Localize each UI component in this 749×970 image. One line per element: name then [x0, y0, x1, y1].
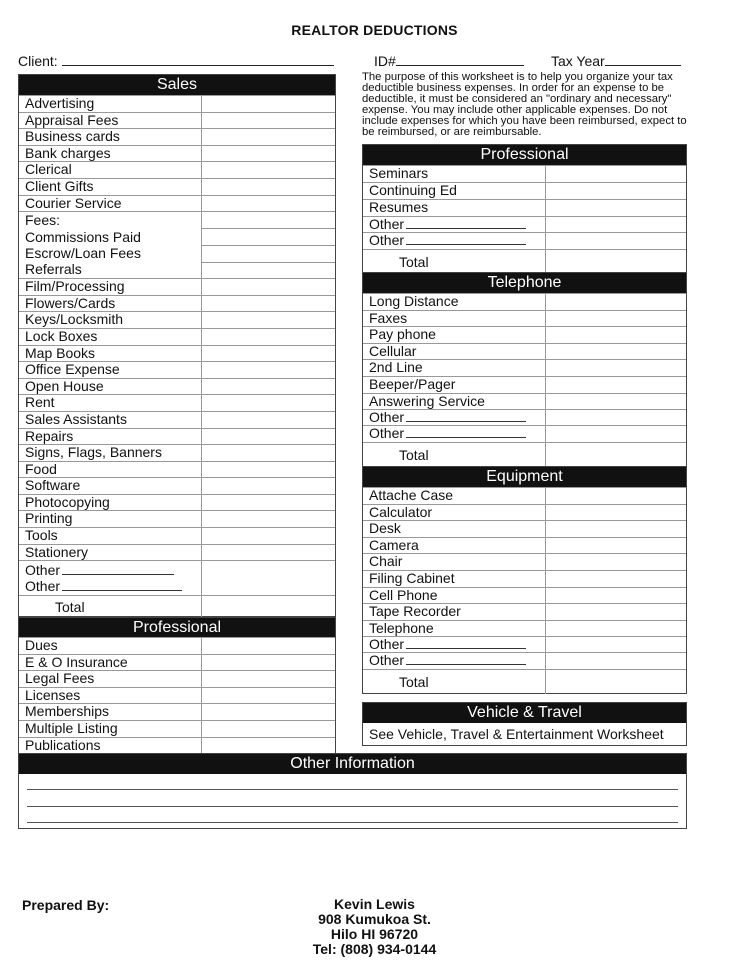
amount-cell[interactable] — [202, 379, 335, 395]
table-row[interactable] — [363, 620, 686, 637]
amount-cell[interactable] — [202, 196, 335, 212]
total-row[interactable] — [363, 442, 686, 466]
amount-cell[interactable] — [546, 588, 686, 604]
row-label: Clerical — [19, 162, 202, 178]
other-information-box[interactable] — [18, 753, 687, 829]
amount-cell[interactable] — [202, 688, 335, 704]
table-row[interactable] — [363, 570, 686, 587]
row-label: Long Distance — [363, 294, 546, 310]
amount-cell[interactable] — [202, 704, 335, 720]
amount-cell[interactable] — [546, 377, 686, 393]
table-row[interactable] — [19, 112, 335, 129]
table-row[interactable] — [19, 527, 335, 544]
table-row[interactable] — [19, 687, 335, 704]
table-row[interactable] — [19, 361, 335, 378]
other-label: Other — [369, 653, 405, 669]
sales-total-row[interactable] — [19, 595, 335, 618]
table-row[interactable] — [19, 461, 335, 478]
other-row[interactable] — [363, 425, 686, 442]
table-row[interactable] — [19, 510, 335, 527]
total-label: Total — [363, 250, 546, 273]
row-label: Flowers/Cards — [19, 296, 202, 312]
amount-cell[interactable] — [202, 162, 335, 178]
row-label: Faxes — [363, 311, 546, 327]
amount-cell[interactable] — [202, 721, 335, 737]
amount-cell[interactable] — [202, 528, 335, 544]
amount-cell[interactable] — [202, 146, 335, 162]
other-input-line[interactable] — [406, 410, 526, 422]
other-input-line[interactable] — [62, 579, 182, 591]
table-row[interactable] — [363, 553, 686, 570]
table-row[interactable] — [19, 278, 335, 295]
fees-row[interactable] — [19, 211, 335, 262]
table-row[interactable] — [19, 145, 335, 162]
amount-cell[interactable] — [546, 571, 686, 587]
purpose-text: The purpose of this worksheet is to help you organize your tax deductible business expenses. In order for an expense to be deductible, it must be considered an "ordinary and necessary" expense. You may include other applicable expenses. Do not include expenses for which you have been reimbursed, expect to be reimbursed, or are reimbursable. — [362, 71, 687, 138]
id-label: ID# — [374, 53, 396, 69]
table-row[interactable] — [19, 311, 335, 328]
other-row[interactable] — [363, 636, 686, 652]
other-input-line[interactable] — [406, 217, 526, 229]
table-row[interactable] — [363, 603, 686, 620]
row-label: Advertising — [19, 96, 202, 112]
tax-year-label: Tax Year — [551, 53, 605, 69]
row-label: Legal Fees — [19, 671, 202, 687]
row-label: Rent — [19, 395, 202, 411]
row-label: Tape Recorder — [363, 604, 546, 620]
row-label: Appraisal Fees — [19, 113, 202, 129]
fees-label: Fees: — [25, 212, 61, 229]
notes-line[interactable] — [27, 822, 678, 823]
table-row[interactable] — [19, 720, 335, 737]
row-label: Filing Cabinet — [363, 571, 546, 587]
row-label: Telephone — [363, 621, 546, 637]
notes-line[interactable] — [27, 806, 678, 807]
table-row[interactable] — [363, 326, 686, 343]
table-row[interactable] — [363, 520, 686, 537]
other-label: Other — [25, 562, 61, 579]
row-label: Seminars — [363, 166, 546, 182]
fees-item: Escrow/Loan Fees — [25, 245, 141, 262]
prepared-by-label: Prepared By: — [22, 897, 110, 913]
row-label: Continuing Ed — [363, 183, 546, 199]
row-label: Printing — [19, 511, 202, 527]
amount-cell[interactable] — [202, 329, 335, 345]
table-row[interactable] — [363, 537, 686, 554]
table-row[interactable] — [363, 182, 686, 199]
row-label: Keys/Locksmith — [19, 312, 202, 328]
professional-right-table — [362, 144, 687, 273]
amount-cell[interactable] — [202, 638, 335, 654]
row-label: Resumes — [363, 200, 546, 216]
row-label: Repairs — [19, 429, 202, 445]
row-label: Tools — [19, 528, 202, 544]
total-label: Total — [363, 670, 546, 694]
table-row[interactable] — [363, 359, 686, 376]
preparer-city: Hilo HI 96720 — [330, 926, 419, 942]
notes-line[interactable] — [27, 789, 678, 790]
row-label: Dues — [19, 638, 202, 654]
client-field[interactable] — [18, 52, 334, 69]
amount-cell[interactable] — [202, 312, 335, 328]
table-row[interactable] — [19, 328, 335, 345]
table-row[interactable] — [19, 654, 335, 671]
vehicle-travel-box — [362, 702, 687, 746]
sales-other-rows[interactable] — [19, 560, 335, 595]
equipment-header: Equipment — [363, 467, 686, 487]
amount-cell[interactable] — [546, 521, 686, 537]
table-row[interactable] — [19, 703, 335, 720]
amount-cell[interactable] — [546, 604, 686, 620]
row-label: Desk — [363, 521, 546, 537]
row-label: Sales Assistants — [19, 412, 202, 428]
amount-cell[interactable] — [546, 294, 686, 310]
amount-cell[interactable] — [202, 495, 335, 511]
table-row[interactable] — [19, 128, 335, 145]
row-label: Beeper/Pager — [363, 377, 546, 393]
table-row[interactable] — [19, 95, 335, 112]
amount-cell[interactable] — [202, 113, 335, 129]
amount-cell[interactable] — [546, 311, 686, 327]
table-row[interactable] — [363, 293, 686, 310]
amount-cell[interactable] — [546, 344, 686, 360]
preparer-name: Kevin Lewis — [334, 896, 415, 912]
row-label: Chair — [363, 554, 546, 570]
amount-cell[interactable] — [546, 183, 686, 199]
id-input-line[interactable] — [396, 52, 524, 66]
table-row[interactable] — [19, 544, 335, 561]
table-row[interactable] — [363, 393, 686, 410]
amount-cell[interactable] — [202, 346, 335, 362]
client-input-line[interactable] — [62, 52, 334, 66]
amount-cell[interactable] — [202, 412, 335, 428]
other-input-line[interactable] — [406, 653, 526, 665]
table-row[interactable] — [19, 195, 335, 212]
other-input-line[interactable] — [406, 637, 526, 649]
other-label: Other — [369, 637, 405, 653]
table-row[interactable] — [363, 310, 686, 327]
other-information-header: Other Information — [19, 754, 686, 774]
amount-cell[interactable] — [202, 478, 335, 494]
amount-cell[interactable] — [202, 429, 335, 445]
table-row[interactable] — [19, 477, 335, 494]
amount-cell[interactable] — [546, 488, 686, 504]
row-label: Publications — [19, 738, 202, 754]
row-label: Bank charges — [19, 146, 202, 162]
sales-row-label: Referrals — [19, 262, 202, 278]
row-label: Lock Boxes — [19, 329, 202, 345]
sales-row[interactable] — [19, 262, 335, 278]
amount-cell[interactable] — [202, 129, 335, 145]
row-label: Courier Service — [19, 196, 202, 212]
tax-year-input-line[interactable] — [605, 52, 681, 66]
amount-cell[interactable] — [546, 166, 686, 182]
amount-cell[interactable] — [202, 96, 335, 112]
table-row[interactable] — [363, 587, 686, 604]
table-row[interactable] — [19, 444, 335, 461]
amount-cell[interactable] — [202, 655, 335, 671]
row-label: Cell Phone — [363, 588, 546, 604]
row-label: Stationery — [19, 545, 202, 561]
sales-table — [18, 74, 336, 617]
row-label: Multiple Listing — [19, 721, 202, 737]
total-row[interactable] — [363, 669, 686, 694]
total-label: Total — [363, 443, 546, 466]
row-label: Cellular — [363, 344, 546, 360]
table-row[interactable] — [363, 487, 686, 504]
other-row[interactable] — [363, 652, 686, 669]
amount-cell[interactable] — [546, 200, 686, 216]
row-label: Licenses — [19, 688, 202, 704]
amount-cell[interactable] — [202, 462, 335, 478]
amount-cell[interactable] — [546, 360, 686, 376]
amount-cell[interactable] — [202, 445, 335, 461]
table-row[interactable] — [19, 161, 335, 178]
row-label: Memberships — [19, 704, 202, 720]
other-input-line[interactable] — [62, 563, 174, 575]
table-row[interactable] — [19, 295, 335, 312]
table-row[interactable] — [363, 199, 686, 216]
preparer-street: 908 Kumukoa St. — [318, 911, 431, 927]
table-row[interactable] — [19, 737, 335, 754]
table-row[interactable] — [19, 637, 335, 654]
total-row[interactable] — [363, 249, 686, 273]
amount-cell[interactable] — [546, 538, 686, 554]
table-row[interactable] — [363, 343, 686, 360]
id-field[interactable] — [374, 52, 524, 69]
table-row[interactable] — [19, 345, 335, 362]
amount-cell[interactable] — [202, 279, 335, 295]
other-label: Other — [25, 578, 61, 595]
row-label: Pay phone — [363, 327, 546, 343]
equipment-table — [362, 466, 687, 694]
amount-cell[interactable] — [546, 394, 686, 410]
other-label: Other — [369, 217, 405, 232]
other-row[interactable] — [363, 409, 686, 425]
professional-left-header: Professional — [19, 618, 335, 637]
table-row[interactable] — [19, 411, 335, 428]
other-row[interactable] — [363, 216, 686, 232]
row-label: Office Expense — [19, 362, 202, 378]
row-label: Answering Service — [363, 394, 546, 410]
amount-cell[interactable] — [202, 545, 335, 561]
other-input-line[interactable] — [406, 233, 526, 245]
row-label: Film/Processing — [19, 279, 202, 295]
table-row[interactable] — [19, 494, 335, 511]
row-label: Map Books — [19, 346, 202, 362]
row-label: Business cards — [19, 129, 202, 145]
other-label: Other — [369, 426, 405, 442]
table-row[interactable] — [19, 428, 335, 445]
table-row[interactable] — [363, 165, 686, 182]
amount-cell[interactable] — [202, 395, 335, 411]
telephone-header: Telephone — [363, 273, 686, 293]
row-label: Attache Case — [363, 488, 546, 504]
fees-item: Commissions Paid — [25, 228, 141, 245]
table-row[interactable] — [19, 178, 335, 195]
amount-cell[interactable] — [546, 505, 686, 521]
page-title: REALTOR DEDUCTIONS — [291, 22, 458, 38]
table-row[interactable] — [363, 376, 686, 393]
other-label: Other — [369, 410, 405, 426]
other-label: Other — [369, 233, 405, 248]
sales-header: Sales — [19, 75, 335, 95]
amount-cell[interactable] — [202, 362, 335, 378]
professional-left-table — [18, 617, 336, 754]
amount-cell[interactable] — [546, 327, 686, 343]
row-label: Signs, Flags, Banners — [19, 445, 202, 461]
amount-cell[interactable] — [546, 554, 686, 570]
other-input-line[interactable] — [406, 426, 526, 438]
row-label: Open House — [19, 379, 202, 395]
total-label: Total — [19, 596, 202, 618]
amount-cell[interactable] — [546, 621, 686, 637]
row-label: Camera — [363, 538, 546, 554]
amount-cell[interactable] — [202, 511, 335, 527]
amount-cell[interactable] — [202, 179, 335, 195]
table-row[interactable] — [19, 378, 335, 395]
row-label: Photocopying — [19, 495, 202, 511]
vehicle-travel-note: See Vehicle, Travel & Entertainment Worksheet — [369, 726, 664, 742]
row-label: Calculator — [363, 505, 546, 521]
row-label: E & O Insurance — [19, 655, 202, 671]
other-row[interactable] — [363, 232, 686, 249]
amount-cell[interactable] — [202, 738, 335, 754]
table-row[interactable] — [19, 394, 335, 411]
client-label: Client: — [18, 53, 58, 69]
table-row[interactable] — [363, 504, 686, 521]
row-label: Client Gifts — [19, 179, 202, 195]
preparer-phone: Tel: (808) 934-0144 — [312, 941, 437, 957]
row-label: Software — [19, 478, 202, 494]
row-label: 2nd Line — [363, 360, 546, 376]
vehicle-travel-header: Vehicle & Travel — [363, 703, 686, 723]
preparer-address — [0, 897, 749, 957]
row-label: Food — [19, 462, 202, 478]
professional-right-header: Professional — [363, 145, 686, 165]
telephone-table — [362, 272, 687, 467]
table-row[interactable] — [19, 670, 335, 687]
tax-year-field[interactable] — [551, 52, 681, 69]
amount-cell[interactable] — [202, 296, 335, 312]
amount-cell[interactable] — [202, 671, 335, 687]
